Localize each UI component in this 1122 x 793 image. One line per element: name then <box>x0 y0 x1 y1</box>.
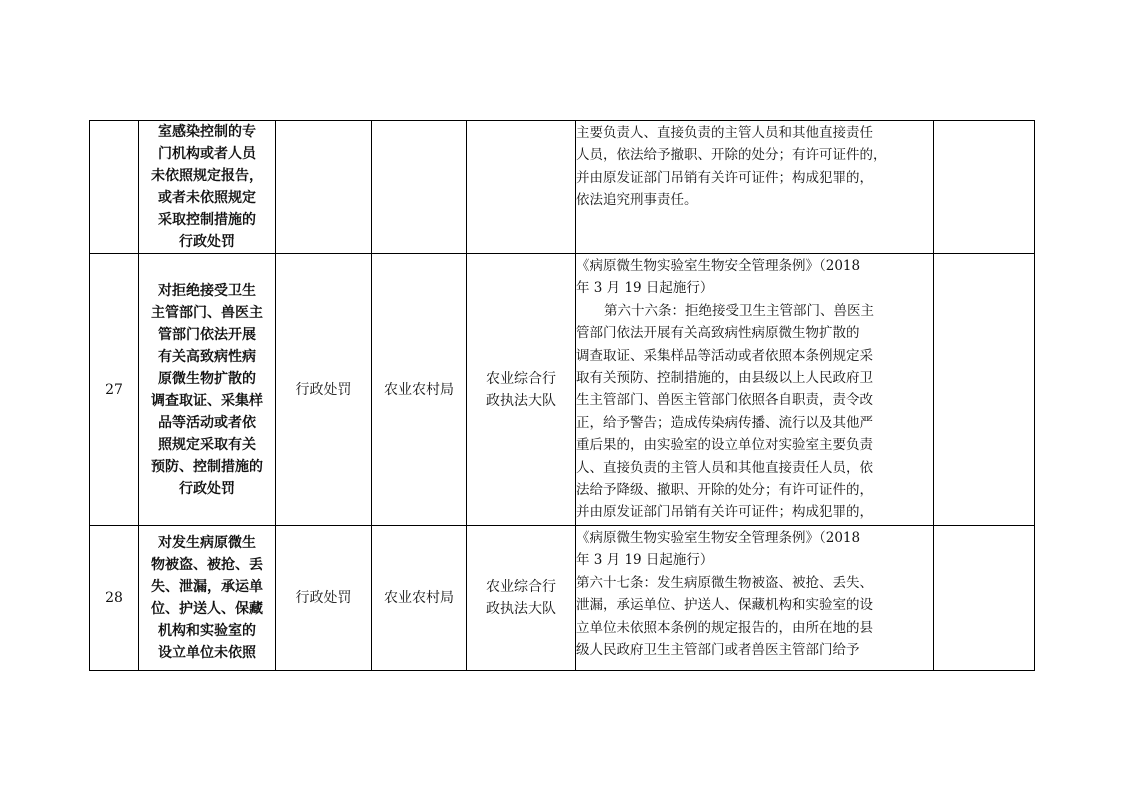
basis-line: 泄漏，承运单位、护送人、保藏机构和实验室的设 <box>576 597 873 614</box>
department: 农业农村局 <box>372 254 467 526</box>
item-name <box>139 254 276 526</box>
basis-line: 第六十六条：拒绝接受卫生主管部门、兽医主 <box>604 302 874 319</box>
legal-basis <box>576 121 934 254</box>
remark <box>934 121 1035 254</box>
item-line: 主管部门、兽医主 <box>151 304 263 321</box>
basis-line: 生主管部门、兽医主管部门依照各自职责，责令改 <box>576 392 873 409</box>
basis-line: 法给予降级、撤职、开除的处分；有许可证件的， <box>576 482 873 499</box>
legal-basis <box>576 526 934 671</box>
item-line: 预防、控制措施的 <box>151 458 263 475</box>
item-line: 采取控制措施的 <box>158 212 256 228</box>
item-line: 未依照规定报告， <box>151 168 263 184</box>
basis-line: 主要负责人、直接负责的主管人员和其他直接责任 <box>576 125 873 141</box>
basis-line: 正，给予警告；造成传染病传播、流行以及其他严 <box>576 414 873 431</box>
remark <box>934 254 1035 526</box>
item-line: 对拒绝接受卫生 <box>158 282 256 299</box>
legal-basis <box>576 254 934 526</box>
basis-line: 取有关预防、控制措施的，由县级以上人民政府卫 <box>576 370 873 387</box>
item-line: 或者未依照规定 <box>158 190 256 206</box>
basis-line: 立单位未依照本条例的规定报告的，由所在地的县 <box>576 619 873 636</box>
row-number: 28 <box>90 526 139 671</box>
basis-line: 年 3 月 19 日起施行） <box>576 280 714 297</box>
unit-line: 政执法大队 <box>486 392 556 409</box>
item-line: 失、泄漏，承运单 <box>151 579 263 595</box>
unit-line: 政执法大队 <box>486 601 556 617</box>
item-line: 照规定采取有关 <box>158 436 256 453</box>
basis-line: 人、直接负责的主管人员和其他直接责任人员，依 <box>576 459 873 476</box>
penalty-items-table <box>89 120 1035 671</box>
item-line: 门机构或者人员 <box>158 146 256 162</box>
row-number: 27 <box>90 254 139 526</box>
item-line: 行政处罚 <box>179 480 235 497</box>
item-line: 原微生物扩散的 <box>158 370 256 387</box>
item-line: 对发生病原微生 <box>158 535 256 551</box>
enforcement-unit <box>467 254 576 526</box>
basis-line: 年 3 月 19 日起施行） <box>576 552 714 569</box>
item-category <box>276 121 372 254</box>
item-name <box>139 526 276 671</box>
remark <box>934 526 1035 671</box>
item-line: 位、护送人、保藏 <box>151 601 263 617</box>
item-line: 物被盗、被抢、丢 <box>151 557 263 573</box>
item-line: 室感染控制的专 <box>158 124 256 140</box>
item-line: 设立单位未依照 <box>158 645 256 661</box>
item-category: 行政处罚 <box>276 526 372 671</box>
department: 农业农村局 <box>372 526 467 671</box>
enforcement-unit <box>467 121 576 254</box>
table-row <box>90 121 1035 254</box>
basis-line: 并由原发证部门吊销有关许可证件；构成犯罪的， <box>576 504 873 521</box>
basis-line: 重后果的，由实验室的设立单位对实验室主要负责 <box>576 437 873 454</box>
unit-line: 农业综合行 <box>486 370 556 387</box>
basis-line: 管部门依法开展有关高致病性病原微生物扩散的 <box>576 325 860 342</box>
table-row <box>90 526 1035 671</box>
item-line: 调查取证、采集样 <box>151 392 263 409</box>
basis-line: 第六十七条：发生病原微生物被盗、被抢、丢失、 <box>576 574 873 591</box>
basis-line: 人员，依法给予撤职、开除的处分；有许可证件的， <box>576 147 887 164</box>
item-name <box>139 121 276 254</box>
item-line: 品等活动或者依 <box>158 414 256 431</box>
item-line: 有关高致病性病 <box>158 348 256 365</box>
enforcement-unit <box>467 526 576 671</box>
basis-line: 调查取证、采集样品等活动或者依照本条例规定采 <box>576 347 873 364</box>
unit-line: 农业综合行 <box>486 579 556 595</box>
basis-line: 《病原微生物实验室生物安全管理条例》（2018 <box>576 258 861 274</box>
item-line: 机构和实验室的 <box>158 623 256 639</box>
table-row <box>90 254 1035 526</box>
basis-line: 并由原发证部门吊销有关许可证件；构成犯罪的， <box>576 169 873 186</box>
basis-line: 《病原微生物实验室生物安全管理条例》（2018 <box>576 530 861 546</box>
basis-line: 级人民政府卫生主管部门或者兽医主管部门给予 <box>576 642 860 659</box>
department <box>372 121 467 254</box>
basis-line: 依法追究刑事责任。 <box>576 192 698 209</box>
item-line: 行政处罚 <box>179 234 235 250</box>
item-line: 管部门依法开展 <box>158 326 256 343</box>
row-number <box>90 121 139 254</box>
item-category: 行政处罚 <box>276 254 372 526</box>
